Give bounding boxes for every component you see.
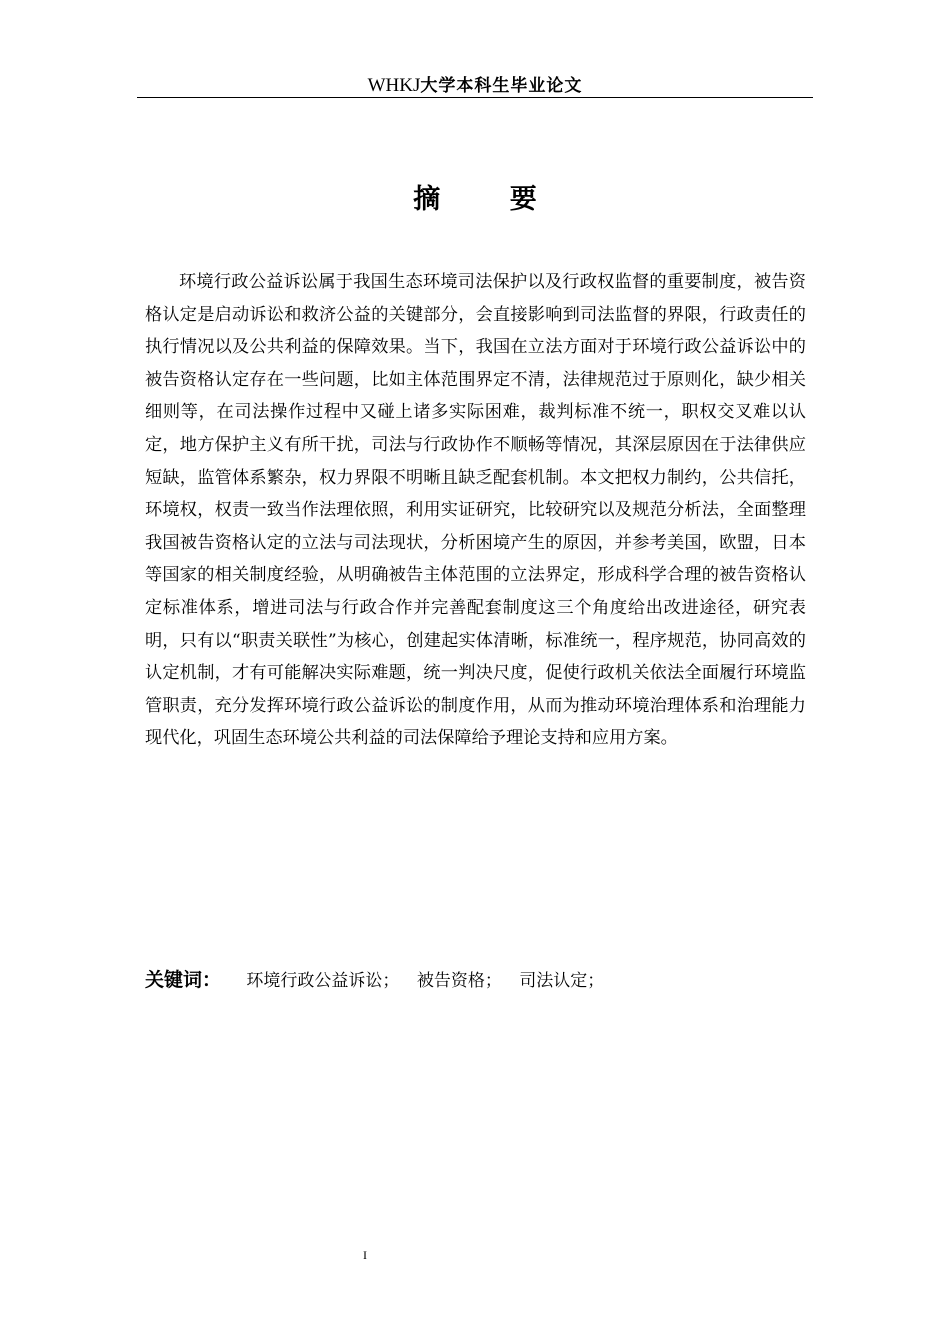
abstract-title: 摘 要 [413,184,567,215]
keyword-item: 环境行政公益诉讼； [246,971,400,991]
keyword-item: 司法认定； [519,971,605,991]
abstract-body: 环境行政公益诉讼属于我国生态环境司法保护以及行政权监督的重要制度，被告资格认定是启动诉讼和救济公益的关键部分，会直接影响到司法监督的界限，行政责任的执行情况以及公共利益的保障效果。当下，我国在立法方面对于环境行政公益诉讼中的被告资格认定存在一些问题，比如主体范围界定不清，法律规范过于原则化，缺少相关细则等，在司法操作过程中又碰上诸多实际困难，裁判标准不统一，职权交叉难以认定，地方保护主义有所干扰，司法与行政协作不顺畅等情况，其深层原因在于法律供应短缺，监管体系繁杂，权力界限不明晰且缺乏配套机制。本文把权力制约，公共信托，环境权，权责一致当作法理依照，利用实证研究，比较研究以及规范分析法，全面整理我国被告资格认定的立法与司法现状，分析困境产生的原因，并参考美国，欧盟，日本等国家的相关制度经验，从明确被告主体范围的立法界定，形成科学合理的被告资格认定标准体系，增进司法与行政合作并完善配套制度这三个角度给出改进途径，研究表明，只有以“职责关联性”为核心，创建起实体清晰，标准统一，程序规范，协同高效的认定机制，才有可能解决实际难题，统一判决尺度，促使行政机关依法全面履行环境监管职责，充分发挥环境行政公益诉讼的制度作用，从而为推动环境治理体系和治理能力现代化，巩固生态环境公共利益的司法保障给予理论支持和应用方案。 [145,272,806,749]
keywords-line [145,964,806,997]
keywords-label: 关键词： [145,969,222,991]
page-number: I [363,1248,367,1262]
header-school-code: WHKJ [367,75,421,96]
header-thesis-type: 大学本科生毕业论文 [420,76,583,96]
keyword-item: 被告资格； [416,971,502,991]
header-rule [137,97,813,98]
page-header [137,72,813,98]
